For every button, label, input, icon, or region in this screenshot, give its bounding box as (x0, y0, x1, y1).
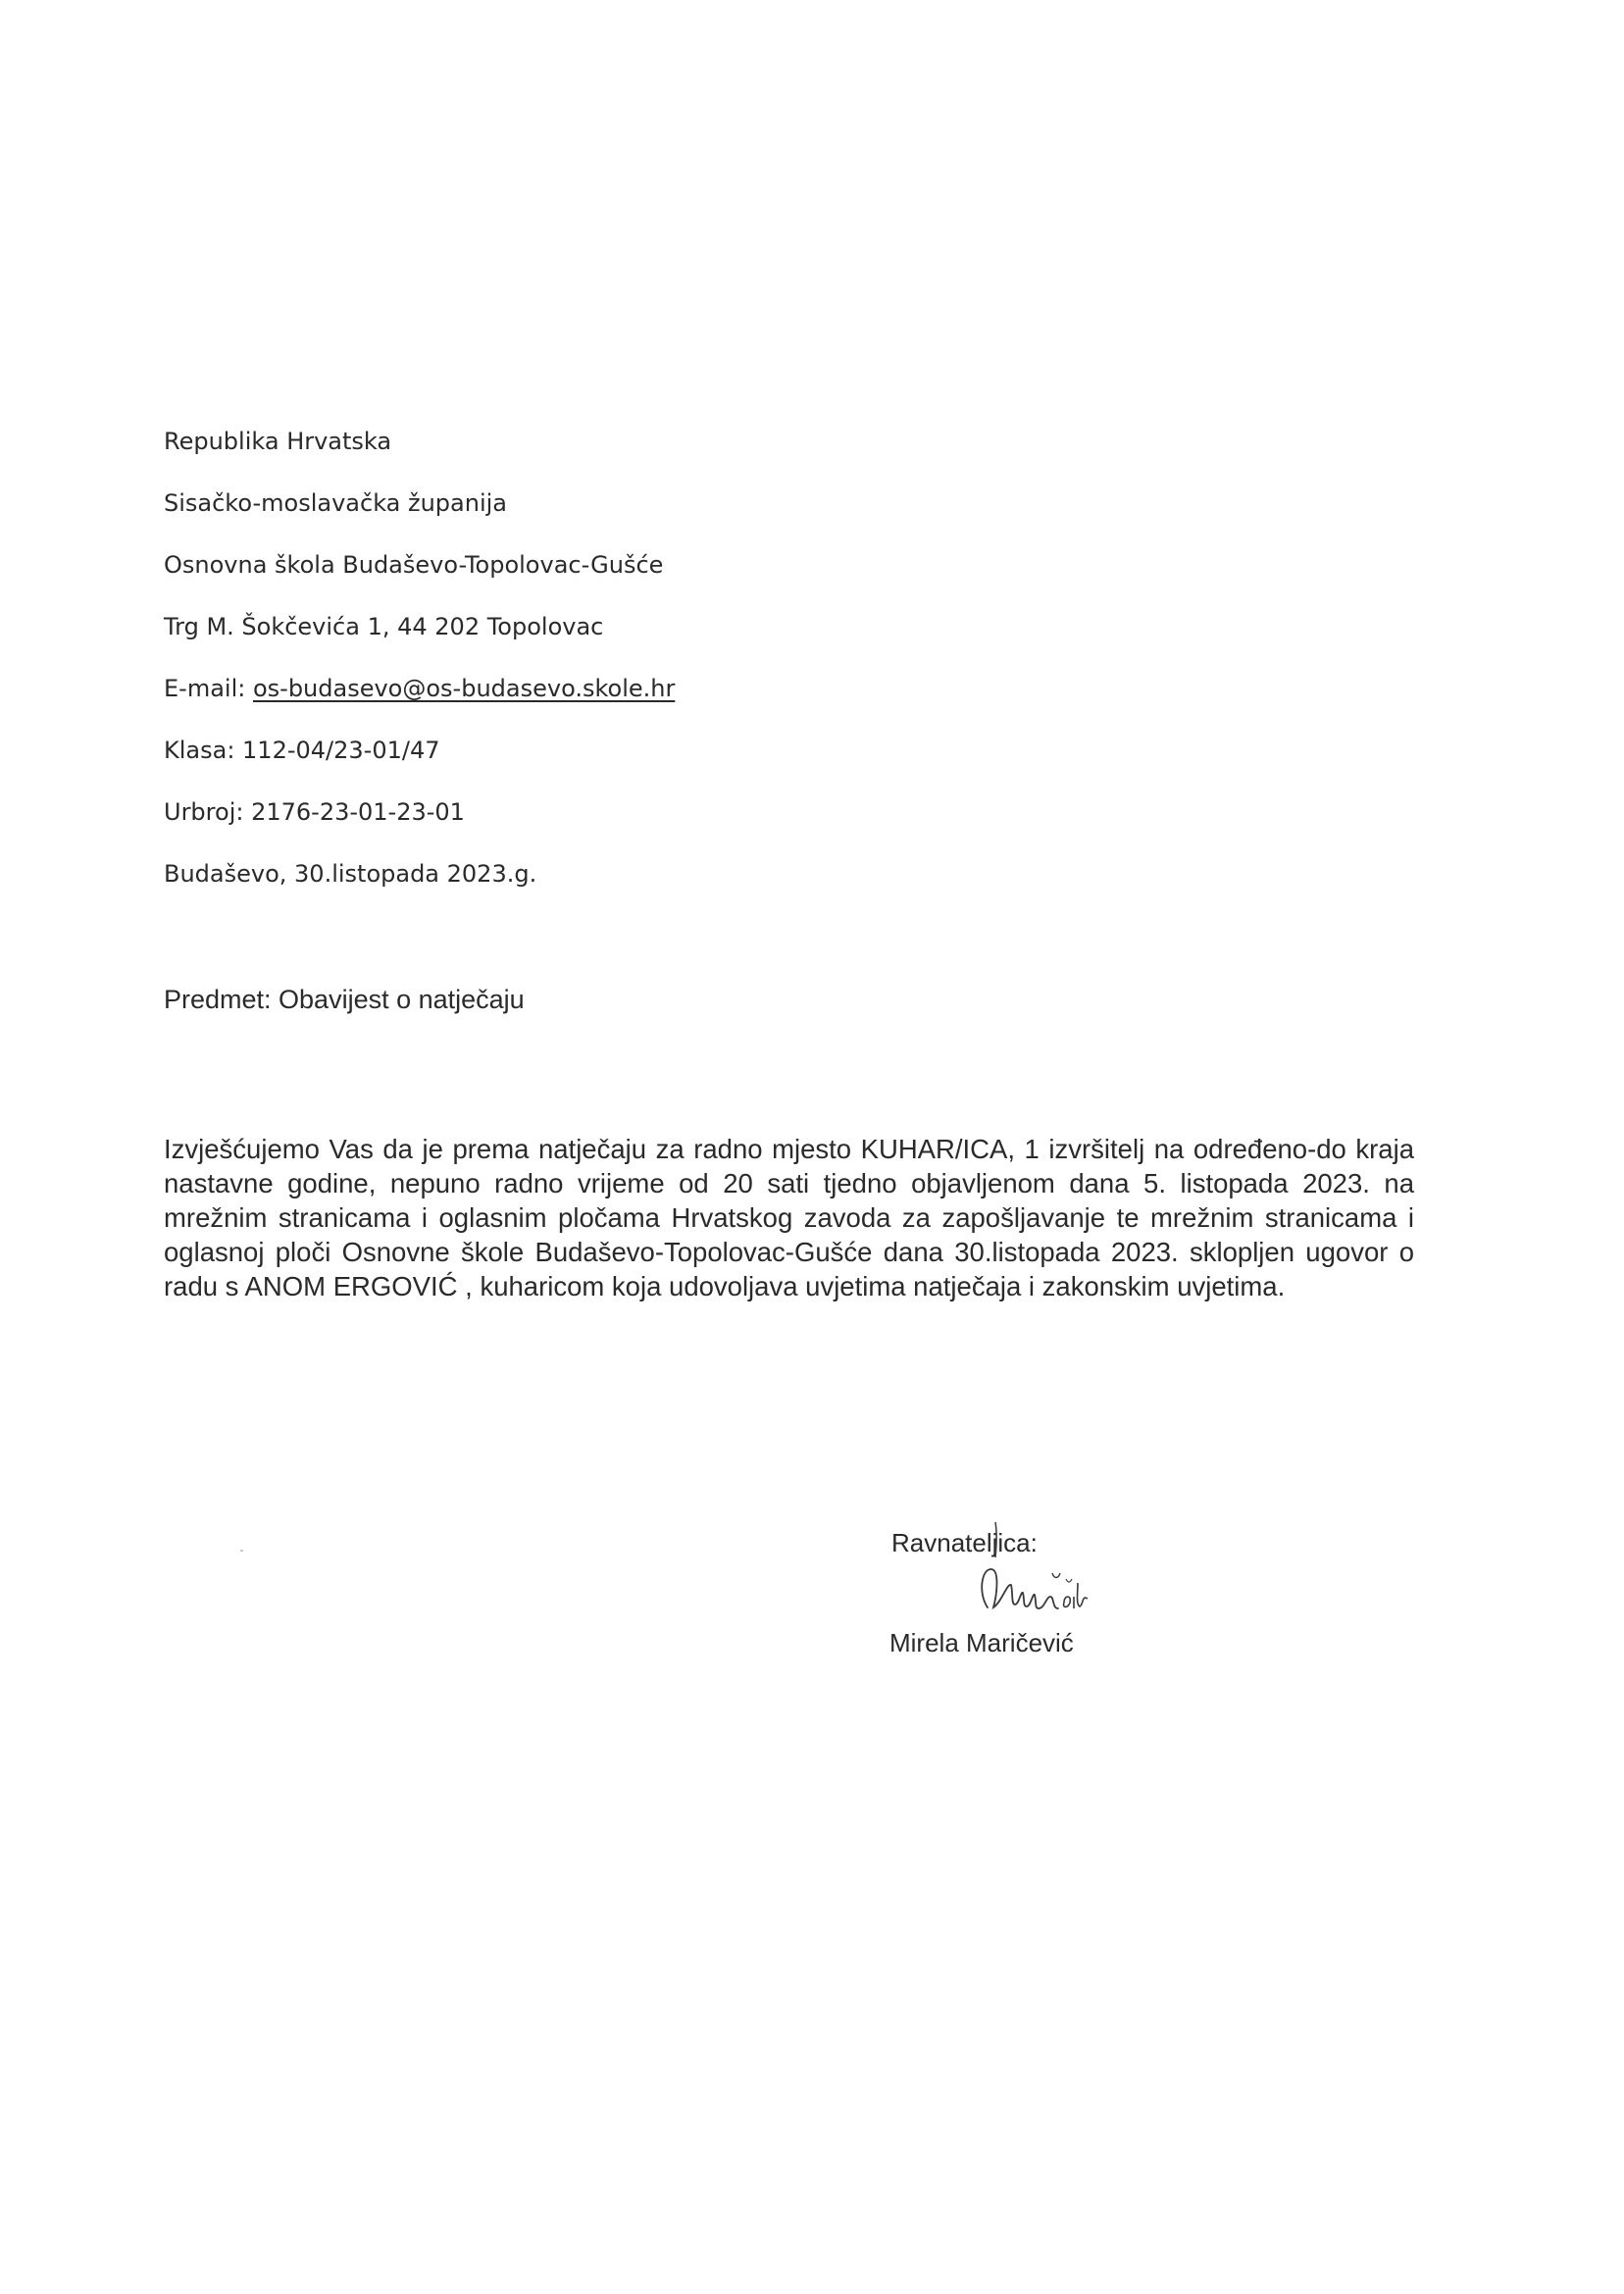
klasa-line: Klasa: 112-04/23-01/47 (164, 737, 440, 764)
school-name-line: Osnovna škola Budaševo-Topolovac-Gušće (164, 551, 664, 579)
signatory-name: Mirela Maričević (889, 1628, 1074, 1657)
body-paragraph: Izvješćujemo Vas da je prema natječaju za radno mjesto KUHAR/ICA, 1 izvršitelj na određeno-do kraja nastavne godine, nepuno radno vrijeme od 20 sati tjedno objavljenom dana 5. listopada 2023. na mrežnim stranicama i oglasnim pločama Hrvatskog zavoda za zapošljavanje te mrežnim stranicama i oglasnoj ploči Osnovne škole Budaševo-Topolovac-Gušće dana 30.listopada 2023. sklopljen ugovor o radu s ANOM ERGOVIĆ , kuharicom koja udovoljava uvjetima natječaja i zakonskim uvjetima. (164, 1134, 1414, 1301)
county-line: Sisačko-moslavačka županija (164, 489, 508, 517)
country-line: Republika Hrvatska (164, 428, 392, 455)
letterhead (164, 424, 675, 918)
email-line (164, 671, 675, 733)
signature-title: Ravnateljica: (891, 1528, 1038, 1557)
email-label: E-mail: (164, 675, 253, 702)
place-date-line: Budaševo, 30.listopada 2023.g. (164, 860, 537, 888)
email-link[interactable]: os-budasevo@os-budasevo.skole.hr (252, 675, 676, 702)
scan-speck (240, 1550, 243, 1552)
handwritten-signature (968, 1514, 1164, 1632)
subject-line: Predmet: Obavijest o natječaju (164, 985, 525, 1014)
address-line: Trg M. Šokčevića 1, 44 202 Topolovac (164, 613, 604, 640)
signature-block (889, 1528, 1184, 1665)
urbroj-line: Urbroj: 2176-23-01-23-01 (164, 798, 465, 826)
